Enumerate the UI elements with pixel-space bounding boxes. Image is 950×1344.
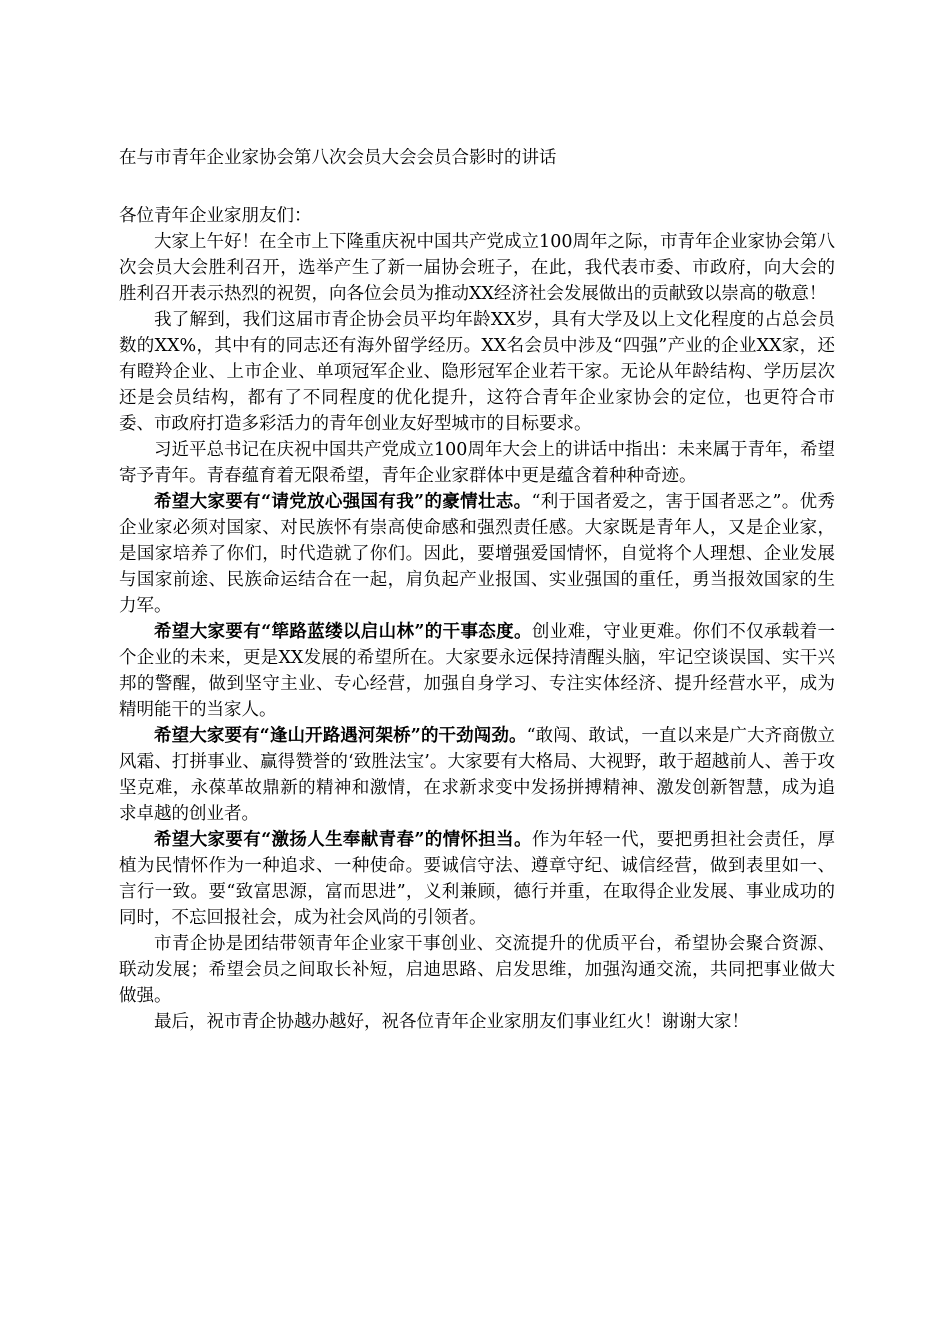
paragraph-text: “敢闯、敢试，一直以来是广大齐商傲立风霜、打拼事业、赢得赞誉的‘致胜法宝’。大家要有大格局、大视野，敢于超越前人、善于攻坚克难，永葆革故鼎新的精神和激情，在求新求变中发扬拼搏精神、激发创新智慧，成为追求卓越的创业者。 [119, 726, 835, 824]
document-page [119, 145, 835, 1035]
paragraph-text: 大家上午好！在全市上下隆重庆祝中国共产党成立100周年之际，市青年企业家协会第八次会员大会胜利召开，选举产生了新一届协会班子，在此，我代表市委、市政府，向大会的胜利召开表示热烈的祝贺，向各位会员为推动XX经济社会发展做出的贡献致以崇高的敬意！ [119, 232, 835, 304]
paragraph-8 [119, 931, 835, 1009]
paragraph-2 [119, 307, 835, 437]
paragraph-3 [119, 437, 835, 489]
paragraph-9 [119, 1009, 835, 1035]
paragraph-text: 创业难，守业更难。你们不仅承载着一个企业的未来，更是XX发展的希望所在。大家要永远保持清醒头脑，牢记空谈误国、实干兴邦的警醒，做到坚守主业、专心经营，加强自身学习、专注实体经济、提升经营水平，成为精明能干的当家人。 [119, 622, 835, 720]
paragraph-text: 最后，祝市青企协越办越好，祝各位青年企业家朋友们事业红火！谢谢大家！ [154, 1012, 749, 1032]
paragraph-text: “利于国者爱之，害于国者恶之”。优秀企业家必须对国家、对民族怀有崇高使命感和强烈责任感。大家既是青年人，又是企业家，是国家培养了你们，时代造就了你们。因此，要增强爱国情怀，自觉将个人理想、企业发展与国家前途、民族命运结合在一起，肩负起产业报国、实业强国的重任，勇当报效国家的生力军。 [119, 492, 835, 616]
paragraph-lead: 希望大家要有“请党放心强国有我”的豪情壮志。 [154, 492, 532, 512]
salutation: 各位青年企业家朋友们： [119, 206, 312, 226]
paragraph-text: 市青企协是团结带领青年企业家干事创业、交流提升的优质平台，希望协会聚合资源、联动发展；希望会员之间取长补短，启迪思路、启发思维，加强沟通交流，共同把事业做大做强。 [119, 934, 835, 1006]
document-title: 在与市青年企业家协会第八次会员大会会员合影时的讲话 [119, 148, 557, 168]
paragraph-5 [119, 619, 835, 723]
paragraph-1 [119, 229, 835, 307]
paragraph-text: 习近平总书记在庆祝中国共产党成立100周年大会上的讲话中指出：未来属于青年，希望寄予青年。青春蕴育着无限希望，青年企业家群体中更是蕴含着种种奇迹。 [119, 440, 835, 486]
paragraph-lead: 希望大家要有“筚路蓝缕以启山林”的干事态度。 [154, 622, 532, 642]
paragraph-text: 作为年轻一代，要把勇担社会责任，厚植为民情怀作为一种追求、一种使命。要诚信守法、遵章守纪、诚信经营，做到表里如一、言行一致。要“致富思源，富而思进”，义利兼顾，德行并重，在取得企业发展、事业成功的同时，不忘回报社会，成为社会风尚的引领者。 [119, 830, 835, 928]
paragraph-text: 我了解到，我们这届市青企协会员平均年龄XX岁，具有大学及以上文化程度的占总会员数的XX%，其中有的同志还有海外留学经历。XX名会员中涉及“四强”产业的企业XX家，还有瞪羚企业、上市企业、单项冠军企业、隐形冠军企业若干家。无论从年龄结构、学历层次还是会员结构，都有了不同程度的优化提升，这符合青年企业家协会的定位，也更符合市委、市政府打造多彩活力的青年创业友好型城市的目标要求。 [119, 310, 835, 434]
paragraph-6 [119, 723, 835, 827]
paragraph-7 [119, 827, 835, 931]
paragraph-lead: 希望大家要有“激扬人生奉献青春”的情怀担当。 [154, 830, 532, 850]
paragraph-lead: 希望大家要有“逢山开路遇河架桥”的干劲闯劲。 [154, 726, 527, 746]
paragraph-4 [119, 489, 835, 619]
